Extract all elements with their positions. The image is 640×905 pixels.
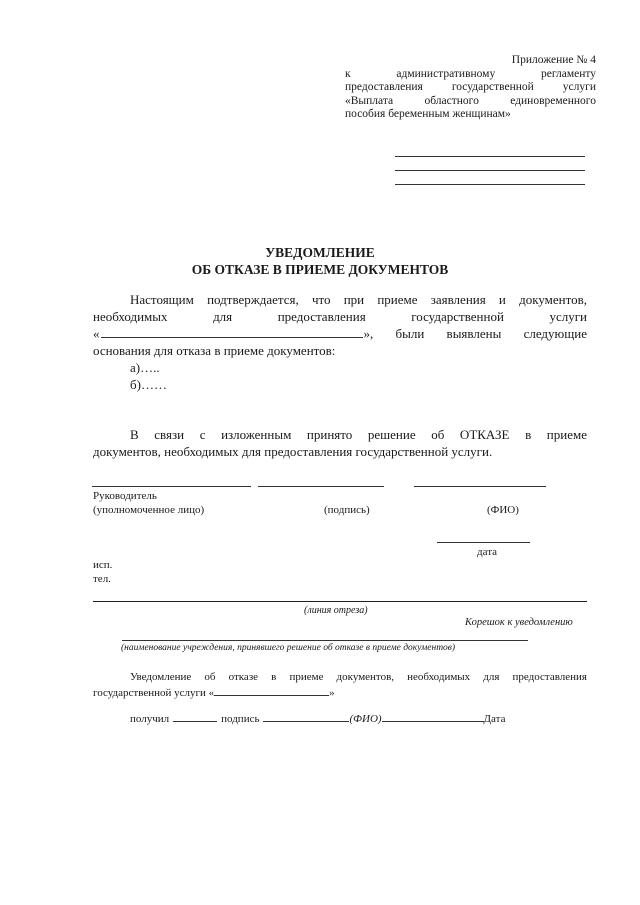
stub-service-blank[interactable]	[214, 685, 329, 696]
fio-label: (ФИО)	[349, 713, 382, 725]
paragraph-decision	[93, 426, 587, 460]
fio-caption: (ФИО)	[487, 504, 519, 516]
role-label: (уполномоченное лицо)	[93, 504, 205, 516]
received-label: получил	[130, 713, 170, 725]
paragraph-confirmation	[93, 291, 587, 393]
list-item-b: б)……	[130, 377, 167, 392]
stub-text	[93, 670, 587, 701]
cut-line	[93, 601, 587, 602]
appendix-line: предоставления государственной услуги	[345, 81, 596, 93]
date-line	[437, 542, 530, 543]
appendix-block	[345, 54, 596, 122]
appendix-line: к административному регламенту	[345, 67, 596, 80]
addressee-line	[395, 170, 585, 171]
text-line: Настоящим подтверждается, что при приеме заявления и документов,	[130, 292, 587, 307]
service-name-line: « », были выявлены следующие	[93, 326, 587, 341]
document-title	[0, 244, 640, 278]
fio-blank[interactable]	[382, 712, 484, 722]
signature-sign-line	[258, 486, 384, 487]
signature-role-line	[92, 486, 251, 487]
appendix-line: пособия беременным женщинам»	[345, 108, 511, 120]
appendix-title: Приложение № 4	[511, 54, 596, 66]
signature-blank[interactable]	[263, 712, 349, 722]
phone-label: тел.	[93, 573, 111, 585]
sign-caption: (подпись)	[324, 504, 370, 516]
text-line: необходимых для предоставления государственной услуги	[93, 309, 587, 324]
text-line: основания для отказа в приеме документов:	[93, 343, 336, 358]
signature-label: подпись	[221, 713, 260, 725]
date-label: Дата	[483, 713, 506, 725]
stub-service-line: государственной услуги « »	[93, 687, 335, 699]
date-caption: дата	[477, 546, 498, 558]
stub-receipt-row	[130, 712, 505, 725]
received-blank[interactable]	[173, 712, 217, 722]
list-item-a: а)…..	[130, 360, 160, 375]
stub-line: Уведомление об отказе в приеме документов, необходимых для предоставления	[130, 671, 587, 683]
title-line: ОБ ОТКАЗЕ В ПРИЕМЕ ДОКУМЕНТОВ	[191, 262, 449, 277]
title-line: УВЕДОМЛЕНИЕ	[265, 245, 375, 260]
cut-line-label: (линия отреза)	[304, 605, 368, 616]
addressee-line	[395, 184, 585, 185]
addressee-line	[395, 156, 585, 157]
stub-title: Корешок к уведомлению	[465, 617, 573, 628]
signature-role	[93, 489, 204, 517]
role-label: Руководитель	[93, 490, 157, 502]
text-line: В связи с изложенным принято решение об ОТКАЗЕ в приеме	[130, 427, 587, 442]
appendix-line: «Выплата областного единовременного	[345, 94, 596, 107]
executor-label: исп.	[93, 559, 113, 571]
institution-caption: (наименование учреждения, принявшего решение об отказе в приеме документов)	[121, 643, 456, 653]
service-name-blank[interactable]	[101, 325, 363, 338]
text-line: документов, необходимых для предоставления государственной услуги.	[93, 444, 493, 459]
signature-fio-line	[414, 486, 546, 487]
institution-line	[122, 640, 528, 641]
